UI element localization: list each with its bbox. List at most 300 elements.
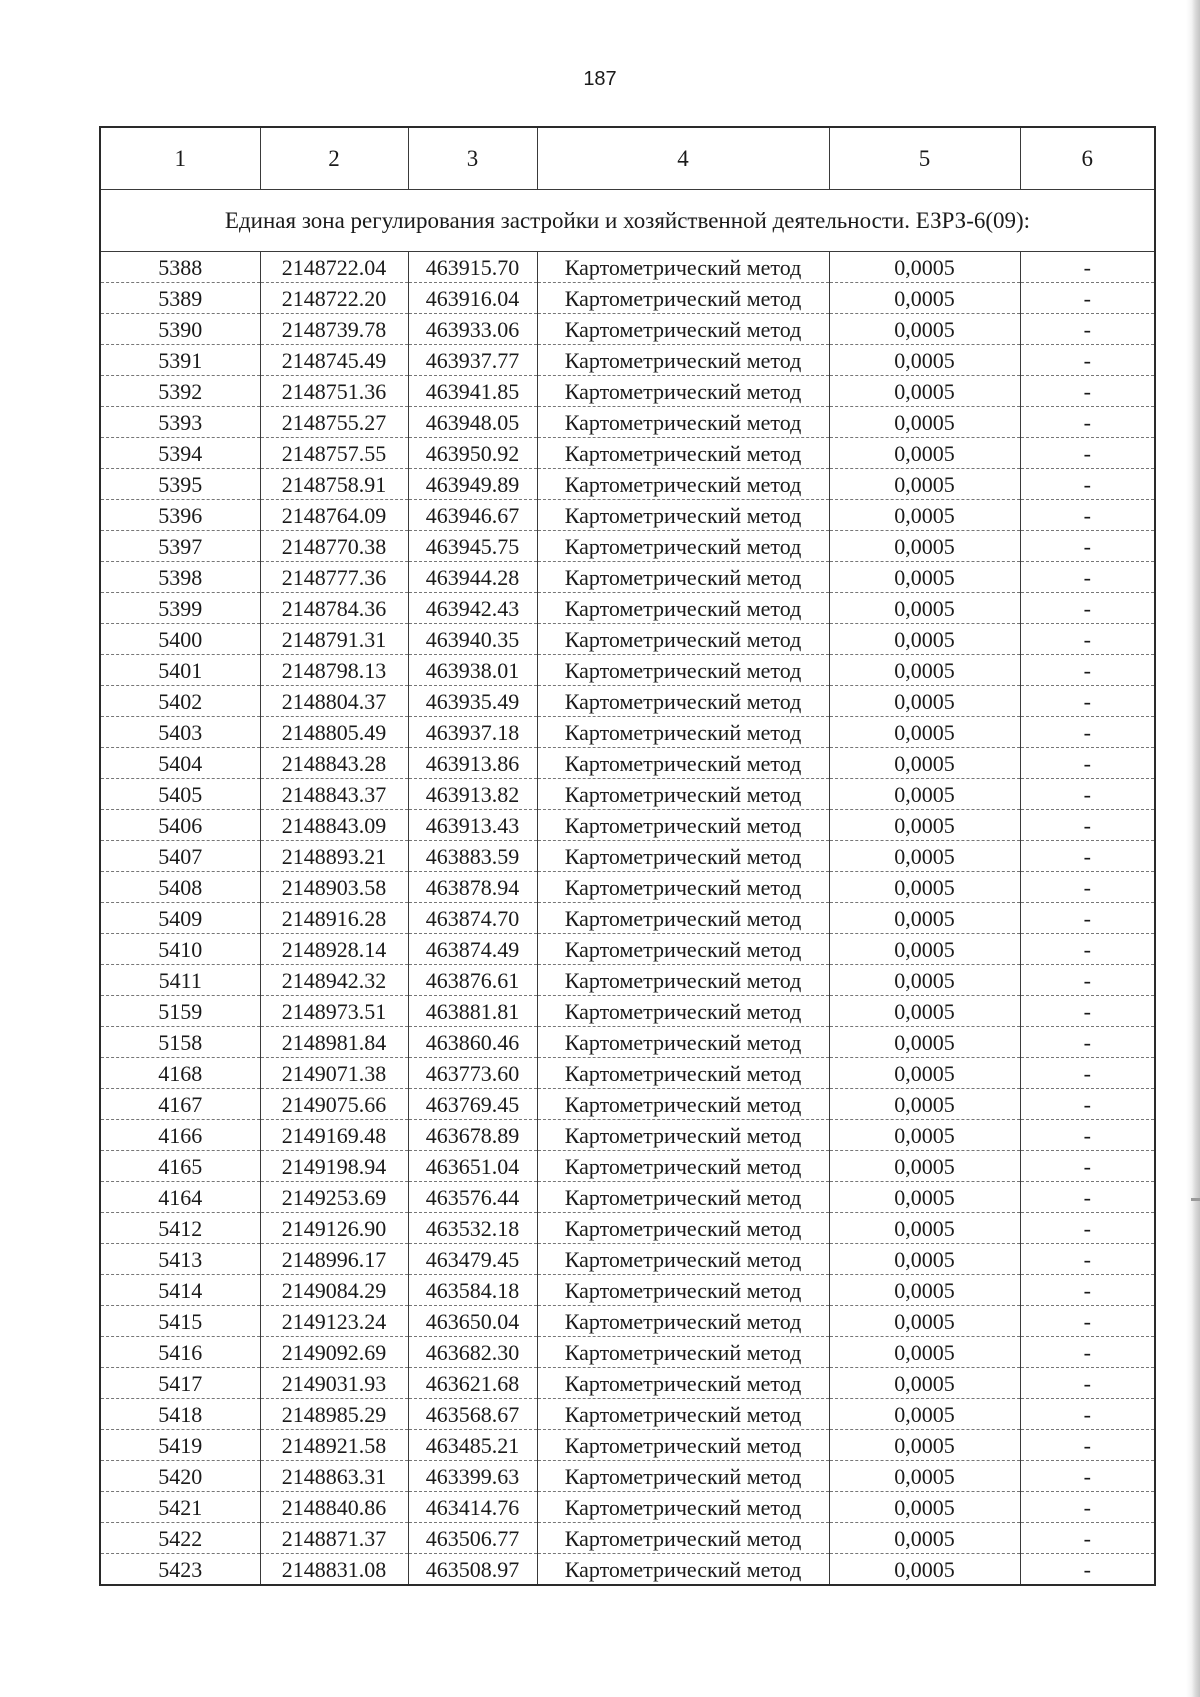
point-number-cell: 5423 [100, 1554, 260, 1586]
coord-x-cell: 2148831.08 [260, 1554, 408, 1586]
point-number-cell: 5390 [100, 314, 260, 345]
coord-x-cell: 2148981.84 [260, 1027, 408, 1058]
table-row [100, 624, 1155, 655]
header-cell-1: 1 [100, 127, 260, 190]
coord-y-cell: 463942.43 [408, 593, 537, 624]
note-cell: - [1020, 686, 1155, 717]
coord-y-cell: 463584.18 [408, 1275, 537, 1306]
note-cell: - [1020, 531, 1155, 562]
accuracy-cell: 0,0005 [829, 283, 1020, 314]
note-cell: - [1020, 1554, 1155, 1586]
method-cell: Картометрический метод [537, 1244, 829, 1275]
accuracy-cell: 0,0005 [829, 376, 1020, 407]
accuracy-cell: 0,0005 [829, 624, 1020, 655]
note-cell: - [1020, 500, 1155, 531]
coord-y-cell: 463915.70 [408, 252, 537, 283]
coord-x-cell: 2148755.27 [260, 407, 408, 438]
coord-x-cell: 2148973.51 [260, 996, 408, 1027]
method-cell: Картометрический метод [537, 686, 829, 717]
point-number-cell: 5389 [100, 283, 260, 314]
table-row [100, 996, 1155, 1027]
accuracy-cell: 0,0005 [829, 1368, 1020, 1399]
table-row [100, 500, 1155, 531]
accuracy-cell: 0,0005 [829, 1492, 1020, 1523]
accuracy-cell: 0,0005 [829, 1337, 1020, 1368]
accuracy-cell: 0,0005 [829, 1554, 1020, 1586]
coord-x-cell: 2149253.69 [260, 1182, 408, 1213]
coord-y-cell: 463913.43 [408, 810, 537, 841]
table-row [100, 345, 1155, 376]
table-row [100, 1151, 1155, 1182]
point-number-cell: 5421 [100, 1492, 260, 1523]
accuracy-cell: 0,0005 [829, 1244, 1020, 1275]
note-cell: - [1020, 872, 1155, 903]
coord-y-cell: 463913.82 [408, 779, 537, 810]
table-row [100, 376, 1155, 407]
point-number-cell: 5397 [100, 531, 260, 562]
table-row [100, 1337, 1155, 1368]
accuracy-cell: 0,0005 [829, 438, 1020, 469]
coord-y-cell: 463576.44 [408, 1182, 537, 1213]
coord-x-cell: 2149071.38 [260, 1058, 408, 1089]
table-row [100, 717, 1155, 748]
method-cell: Картометрический метод [537, 1213, 829, 1244]
coordinates-table [99, 126, 1156, 1586]
coord-y-cell: 463949.89 [408, 469, 537, 500]
coord-x-cell: 2148985.29 [260, 1399, 408, 1430]
note-cell: - [1020, 996, 1155, 1027]
table-row [100, 748, 1155, 779]
table-row [100, 655, 1155, 686]
table-row [100, 779, 1155, 810]
table-row [100, 1492, 1155, 1523]
coord-y-cell: 463878.94 [408, 872, 537, 903]
table-row [100, 1089, 1155, 1120]
coord-x-cell: 2148745.49 [260, 345, 408, 376]
point-number-cell: 5403 [100, 717, 260, 748]
table-row [100, 903, 1155, 934]
point-number-cell: 5413 [100, 1244, 260, 1275]
method-cell: Картометрический метод [537, 934, 829, 965]
method-cell: Картометрический метод [537, 469, 829, 500]
table-row [100, 934, 1155, 965]
coord-y-cell: 463916.04 [408, 283, 537, 314]
accuracy-cell: 0,0005 [829, 779, 1020, 810]
accuracy-cell: 0,0005 [829, 562, 1020, 593]
method-cell: Картометрический метод [537, 1337, 829, 1368]
table-row [100, 1120, 1155, 1151]
point-number-cell: 5415 [100, 1306, 260, 1337]
coord-x-cell: 2148928.14 [260, 934, 408, 965]
point-number-cell: 5401 [100, 655, 260, 686]
point-number-cell: 5414 [100, 1275, 260, 1306]
coord-y-cell: 463621.68 [408, 1368, 537, 1399]
accuracy-cell: 0,0005 [829, 407, 1020, 438]
accuracy-cell: 0,0005 [829, 345, 1020, 376]
accuracy-cell: 0,0005 [829, 1182, 1020, 1213]
coord-x-cell: 2149123.24 [260, 1306, 408, 1337]
point-number-cell: 5398 [100, 562, 260, 593]
coord-y-cell: 463946.67 [408, 500, 537, 531]
method-cell: Картометрический метод [537, 593, 829, 624]
coord-y-cell: 463874.70 [408, 903, 537, 934]
coord-y-cell: 463506.77 [408, 1523, 537, 1554]
coord-y-cell: 463937.77 [408, 345, 537, 376]
coord-x-cell: 2149198.94 [260, 1151, 408, 1182]
accuracy-cell: 0,0005 [829, 593, 1020, 624]
point-number-cell: 5419 [100, 1430, 260, 1461]
method-cell: Картометрический метод [537, 903, 829, 934]
coord-y-cell: 463933.06 [408, 314, 537, 345]
method-cell: Картометрический метод [537, 779, 829, 810]
coord-x-cell: 2148840.86 [260, 1492, 408, 1523]
method-cell: Картометрический метод [537, 965, 829, 996]
point-number-cell: 5404 [100, 748, 260, 779]
header-cell-5: 5 [829, 127, 1020, 190]
coord-y-cell: 463479.45 [408, 1244, 537, 1275]
table-row [100, 1430, 1155, 1461]
table-row [100, 252, 1155, 283]
table-row [100, 1399, 1155, 1430]
point-number-cell: 5418 [100, 1399, 260, 1430]
method-cell: Картометрический метод [537, 872, 829, 903]
point-number-cell: 5407 [100, 841, 260, 872]
note-cell: - [1020, 407, 1155, 438]
table-row [100, 872, 1155, 903]
method-cell: Картометрический метод [537, 438, 829, 469]
accuracy-cell: 0,0005 [829, 1399, 1020, 1430]
point-number-cell: 4165 [100, 1151, 260, 1182]
coord-x-cell: 2148942.32 [260, 965, 408, 996]
table-row [100, 1461, 1155, 1492]
note-cell: - [1020, 1151, 1155, 1182]
accuracy-cell: 0,0005 [829, 996, 1020, 1027]
note-cell: - [1020, 376, 1155, 407]
point-number-cell: 5405 [100, 779, 260, 810]
header-cell-2: 2 [260, 127, 408, 190]
point-number-cell: 5422 [100, 1523, 260, 1554]
note-cell: - [1020, 314, 1155, 345]
coord-x-cell: 2148903.58 [260, 872, 408, 903]
method-cell: Картометрический метод [537, 314, 829, 345]
point-number-cell: 5396 [100, 500, 260, 531]
method-cell: Картометрический метод [537, 1275, 829, 1306]
point-number-cell: 5408 [100, 872, 260, 903]
coord-x-cell: 2148843.09 [260, 810, 408, 841]
coord-y-cell: 463950.92 [408, 438, 537, 469]
point-number-cell: 5388 [100, 252, 260, 283]
accuracy-cell: 0,0005 [829, 655, 1020, 686]
accuracy-cell: 0,0005 [829, 1089, 1020, 1120]
accuracy-cell: 0,0005 [829, 934, 1020, 965]
point-number-cell: 5158 [100, 1027, 260, 1058]
table-row [100, 531, 1155, 562]
note-cell: - [1020, 1027, 1155, 1058]
note-cell: - [1020, 624, 1155, 655]
coord-y-cell: 463650.04 [408, 1306, 537, 1337]
note-cell: - [1020, 1399, 1155, 1430]
coord-x-cell: 2148791.31 [260, 624, 408, 655]
note-cell: - [1020, 717, 1155, 748]
point-number-cell: 5409 [100, 903, 260, 934]
accuracy-cell: 0,0005 [829, 500, 1020, 531]
note-cell: - [1020, 1213, 1155, 1244]
table-row [100, 438, 1155, 469]
method-cell: Картометрический метод [537, 748, 829, 779]
coord-x-cell: 2148758.91 [260, 469, 408, 500]
point-number-cell: 5416 [100, 1337, 260, 1368]
point-number-cell: 5391 [100, 345, 260, 376]
coord-y-cell: 463651.04 [408, 1151, 537, 1182]
method-cell: Картометрический метод [537, 1523, 829, 1554]
point-number-cell: 5412 [100, 1213, 260, 1244]
accuracy-cell: 0,0005 [829, 1213, 1020, 1244]
note-cell: - [1020, 562, 1155, 593]
coord-x-cell: 2148722.20 [260, 283, 408, 314]
method-cell: Картометрический метод [537, 1151, 829, 1182]
method-cell: Картометрический метод [537, 1089, 829, 1120]
coord-x-cell: 2148893.21 [260, 841, 408, 872]
method-cell: Картометрический метод [537, 841, 829, 872]
table-row [100, 407, 1155, 438]
table-row [100, 562, 1155, 593]
table-row [100, 1213, 1155, 1244]
accuracy-cell: 0,0005 [829, 841, 1020, 872]
coord-x-cell: 2148722.04 [260, 252, 408, 283]
coord-x-cell: 2148916.28 [260, 903, 408, 934]
table-row [100, 1368, 1155, 1399]
coord-y-cell: 463876.61 [408, 965, 537, 996]
method-cell: Картометрический метод [537, 562, 829, 593]
accuracy-cell: 0,0005 [829, 1275, 1020, 1306]
note-cell: - [1020, 438, 1155, 469]
coord-y-cell: 463937.18 [408, 717, 537, 748]
point-number-cell: 5411 [100, 965, 260, 996]
table-row [100, 1027, 1155, 1058]
table-row [100, 1306, 1155, 1337]
header-row [100, 127, 1155, 190]
accuracy-cell: 0,0005 [829, 1120, 1020, 1151]
table-row [100, 314, 1155, 345]
note-cell: - [1020, 1523, 1155, 1554]
coord-x-cell: 2148843.37 [260, 779, 408, 810]
method-cell: Картометрический метод [537, 531, 829, 562]
method-cell: Картометрический метод [537, 1120, 829, 1151]
point-number-cell: 4164 [100, 1182, 260, 1213]
point-number-cell: 5392 [100, 376, 260, 407]
note-cell: - [1020, 1492, 1155, 1523]
note-cell: - [1020, 841, 1155, 872]
coord-y-cell: 463769.45 [408, 1089, 537, 1120]
accuracy-cell: 0,0005 [829, 1306, 1020, 1337]
method-cell: Картометрический метод [537, 1554, 829, 1586]
note-cell: - [1020, 1058, 1155, 1089]
method-cell: Картометрический метод [537, 500, 829, 531]
accuracy-cell: 0,0005 [829, 1461, 1020, 1492]
table-row [100, 593, 1155, 624]
coord-y-cell: 463532.18 [408, 1213, 537, 1244]
accuracy-cell: 0,0005 [829, 469, 1020, 500]
coord-y-cell: 463945.75 [408, 531, 537, 562]
note-cell: - [1020, 655, 1155, 686]
coord-y-cell: 463940.35 [408, 624, 537, 655]
coord-y-cell: 463944.28 [408, 562, 537, 593]
point-number-cell: 5394 [100, 438, 260, 469]
accuracy-cell: 0,0005 [829, 1027, 1020, 1058]
accuracy-cell: 0,0005 [829, 1523, 1020, 1554]
method-cell: Картометрический метод [537, 996, 829, 1027]
point-number-cell: 5410 [100, 934, 260, 965]
note-cell: - [1020, 283, 1155, 314]
coord-x-cell: 2149092.69 [260, 1337, 408, 1368]
note-cell: - [1020, 1430, 1155, 1461]
accuracy-cell: 0,0005 [829, 965, 1020, 996]
note-cell: - [1020, 1368, 1155, 1399]
coord-x-cell: 2148798.13 [260, 655, 408, 686]
note-cell: - [1020, 1275, 1155, 1306]
table-row [100, 469, 1155, 500]
note-cell: - [1020, 810, 1155, 841]
accuracy-cell: 0,0005 [829, 686, 1020, 717]
table-row [100, 810, 1155, 841]
method-cell: Картометрический метод [537, 1368, 829, 1399]
point-number-cell: 4166 [100, 1120, 260, 1151]
note-cell: - [1020, 1244, 1155, 1275]
coord-x-cell: 2148770.38 [260, 531, 408, 562]
method-cell: Картометрический метод [537, 407, 829, 438]
coord-x-cell: 2148777.36 [260, 562, 408, 593]
coord-x-cell: 2148871.37 [260, 1523, 408, 1554]
note-cell: - [1020, 779, 1155, 810]
scan-mark [1191, 1198, 1200, 1201]
coord-x-cell: 2149126.90 [260, 1213, 408, 1244]
coord-y-cell: 463678.89 [408, 1120, 537, 1151]
coord-x-cell: 2149169.48 [260, 1120, 408, 1151]
point-number-cell: 5395 [100, 469, 260, 500]
point-number-cell: 4167 [100, 1089, 260, 1120]
coord-y-cell: 463941.85 [408, 376, 537, 407]
accuracy-cell: 0,0005 [829, 314, 1020, 345]
accuracy-cell: 0,0005 [829, 1151, 1020, 1182]
coord-y-cell: 463881.81 [408, 996, 537, 1027]
table-row [100, 1244, 1155, 1275]
method-cell: Картометрический метод [537, 810, 829, 841]
coord-x-cell: 2149075.66 [260, 1089, 408, 1120]
table-row [100, 1523, 1155, 1554]
table-row [100, 1182, 1155, 1213]
point-number-cell: 5402 [100, 686, 260, 717]
accuracy-cell: 0,0005 [829, 903, 1020, 934]
table-row [100, 1275, 1155, 1306]
note-cell: - [1020, 934, 1155, 965]
header-cell-3: 3 [408, 127, 537, 190]
accuracy-cell: 0,0005 [829, 1058, 1020, 1089]
note-cell: - [1020, 1182, 1155, 1213]
method-cell: Картометрический метод [537, 1430, 829, 1461]
point-number-cell: 5420 [100, 1461, 260, 1492]
accuracy-cell: 0,0005 [829, 717, 1020, 748]
method-cell: Картометрический метод [537, 717, 829, 748]
point-number-cell: 4168 [100, 1058, 260, 1089]
method-cell: Картометрический метод [537, 1399, 829, 1430]
note-cell: - [1020, 1120, 1155, 1151]
coord-y-cell: 463948.05 [408, 407, 537, 438]
method-cell: Картометрический метод [537, 1027, 829, 1058]
note-cell: - [1020, 1461, 1155, 1492]
coord-y-cell: 463935.49 [408, 686, 537, 717]
coord-y-cell: 463682.30 [408, 1337, 537, 1368]
method-cell: Картометрический метод [537, 252, 829, 283]
accuracy-cell: 0,0005 [829, 1430, 1020, 1461]
accuracy-cell: 0,0005 [829, 252, 1020, 283]
header-cell-6: 6 [1020, 127, 1155, 190]
table-row [100, 1554, 1155, 1586]
page-number: 187 [583, 68, 617, 90]
section-row [100, 190, 1155, 252]
point-number-cell: 5393 [100, 407, 260, 438]
coord-x-cell: 2148921.58 [260, 1430, 408, 1461]
note-cell: - [1020, 469, 1155, 500]
coord-x-cell: 2148739.78 [260, 314, 408, 345]
coord-x-cell: 2149084.29 [260, 1275, 408, 1306]
coord-y-cell: 463913.86 [408, 748, 537, 779]
coord-y-cell: 463485.21 [408, 1430, 537, 1461]
coord-x-cell: 2149031.93 [260, 1368, 408, 1399]
note-cell: - [1020, 965, 1155, 996]
accuracy-cell: 0,0005 [829, 531, 1020, 562]
method-cell: Картометрический метод [537, 376, 829, 407]
table-row [100, 1058, 1155, 1089]
method-cell: Картометрический метод [537, 1492, 829, 1523]
point-number-cell: 5417 [100, 1368, 260, 1399]
header-cell-4: 4 [537, 127, 829, 190]
accuracy-cell: 0,0005 [829, 810, 1020, 841]
method-cell: Картометрический метод [537, 1306, 829, 1337]
coord-x-cell: 2148757.55 [260, 438, 408, 469]
method-cell: Картометрический метод [537, 1182, 829, 1213]
note-cell: - [1020, 252, 1155, 283]
coord-y-cell: 463508.97 [408, 1554, 537, 1586]
table-row [100, 965, 1155, 996]
coord-y-cell: 463399.63 [408, 1461, 537, 1492]
coord-y-cell: 463874.49 [408, 934, 537, 965]
table-body [100, 252, 1155, 1586]
method-cell: Картометрический метод [537, 345, 829, 376]
note-cell: - [1020, 1306, 1155, 1337]
coord-x-cell: 2148843.28 [260, 748, 408, 779]
note-cell: - [1020, 593, 1155, 624]
coord-x-cell: 2148764.09 [260, 500, 408, 531]
note-cell: - [1020, 748, 1155, 779]
note-cell: - [1020, 345, 1155, 376]
coord-x-cell: 2148751.36 [260, 376, 408, 407]
table-row [100, 841, 1155, 872]
note-cell: - [1020, 903, 1155, 934]
coord-y-cell: 463773.60 [408, 1058, 537, 1089]
scan-edge [1186, 0, 1200, 1697]
method-cell: Картометрический метод [537, 1461, 829, 1492]
point-number-cell: 5406 [100, 810, 260, 841]
coord-y-cell: 463568.67 [408, 1399, 537, 1430]
table-row [100, 283, 1155, 314]
method-cell: Картометрический метод [537, 283, 829, 314]
method-cell: Картометрический метод [537, 1058, 829, 1089]
accuracy-cell: 0,0005 [829, 872, 1020, 903]
point-number-cell: 5400 [100, 624, 260, 655]
coord-x-cell: 2148863.31 [260, 1461, 408, 1492]
coord-y-cell: 463883.59 [408, 841, 537, 872]
table-row [100, 686, 1155, 717]
